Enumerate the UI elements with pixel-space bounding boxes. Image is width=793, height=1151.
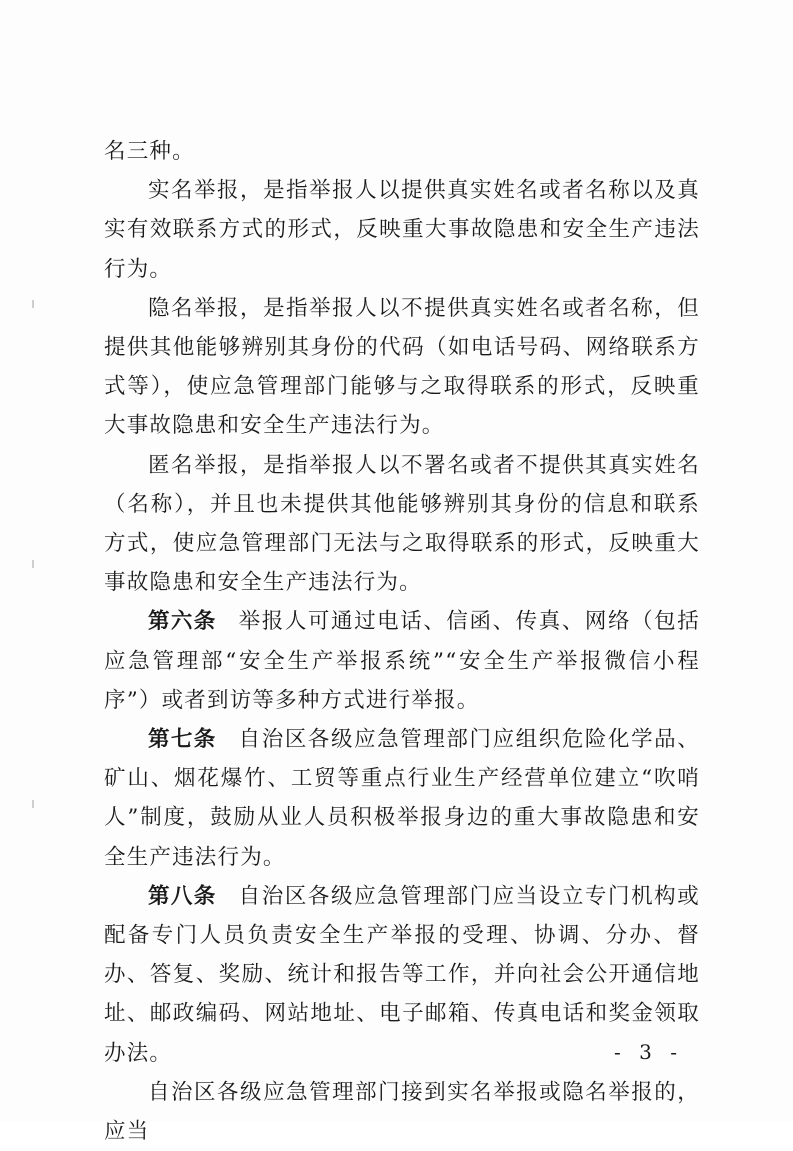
paragraph-text: 名三种。 bbox=[104, 139, 195, 164]
article-eight bbox=[104, 877, 700, 1073]
article-six bbox=[104, 602, 700, 720]
article-label: 第六条 bbox=[148, 609, 217, 635]
paragraph-anonymous-report bbox=[104, 446, 700, 603]
paragraph-text: 匿名举报，是指举报人以不署名或者不提供其真实姓名（名称），并且也未提供其他能够辨别其身份的信息和联系方式，使应急管理部门无法与之取得联系的形式，反映重大事故隐患和安全生产违法行为。 bbox=[104, 452, 700, 596]
paragraph-real-name-report bbox=[104, 171, 700, 289]
scan-margin-mark bbox=[32, 560, 34, 568]
paragraph-article-eight-continued bbox=[104, 1073, 700, 1151]
article-label: 第七条 bbox=[148, 727, 217, 753]
paragraph-text: 实名举报，是指举报人以提供真实姓名或者名称以及真实有效联系方式的形式，反映重大事故隐患和安全生产违法行为。 bbox=[104, 178, 700, 282]
page-number: - 3 - bbox=[614, 1040, 683, 1064]
paragraph-hidden-name-report bbox=[104, 289, 700, 446]
scan-margin-mark bbox=[32, 300, 34, 308]
article-seven bbox=[104, 720, 700, 877]
paragraph-text: 自治区各级应急管理部门应当设立专门机构或配备专门人员负责安全生产举报的受理、协调、分办、督办、答复、奖励、统计和报告等工作，并向社会公开通信地址、邮政编码、网站地址、电子邮箱、传真电话和奖金领取办法。 bbox=[104, 883, 700, 1066]
document-body bbox=[104, 132, 700, 1151]
scan-margin-mark bbox=[32, 800, 34, 808]
paragraph-text: 隐名举报，是指举报人以不提供真实姓名或者名称，但提供其他能够辨别其身份的代码（如电话号码、网络联系方式等），使应急管理部门能够与之取得联系的形式，反映重大事故隐患和安全生产违法行为。 bbox=[104, 295, 700, 439]
paragraph-text: 自治区各级应急管理部门应组织危险化学品、矿山、烟花爆竹、工贸等重点行业生产经营单位建立“吹哨人”制度，鼓励从业人员积极举报身边的重大事故隐患和安全生产违法行为。 bbox=[104, 727, 700, 870]
paragraph-continuation bbox=[104, 132, 700, 171]
paragraph-text: 举报人可通过电话、信函、传真、网络（包括应急管理部“安全生产举报系统”“安全生产举报微信小程序”）或者到访等多种方式进行举报。 bbox=[104, 609, 700, 713]
paragraph-text: 自治区各级应急管理部门接到实名举报或隐名举报的，应当 bbox=[104, 1079, 700, 1145]
article-label: 第八条 bbox=[148, 883, 217, 909]
